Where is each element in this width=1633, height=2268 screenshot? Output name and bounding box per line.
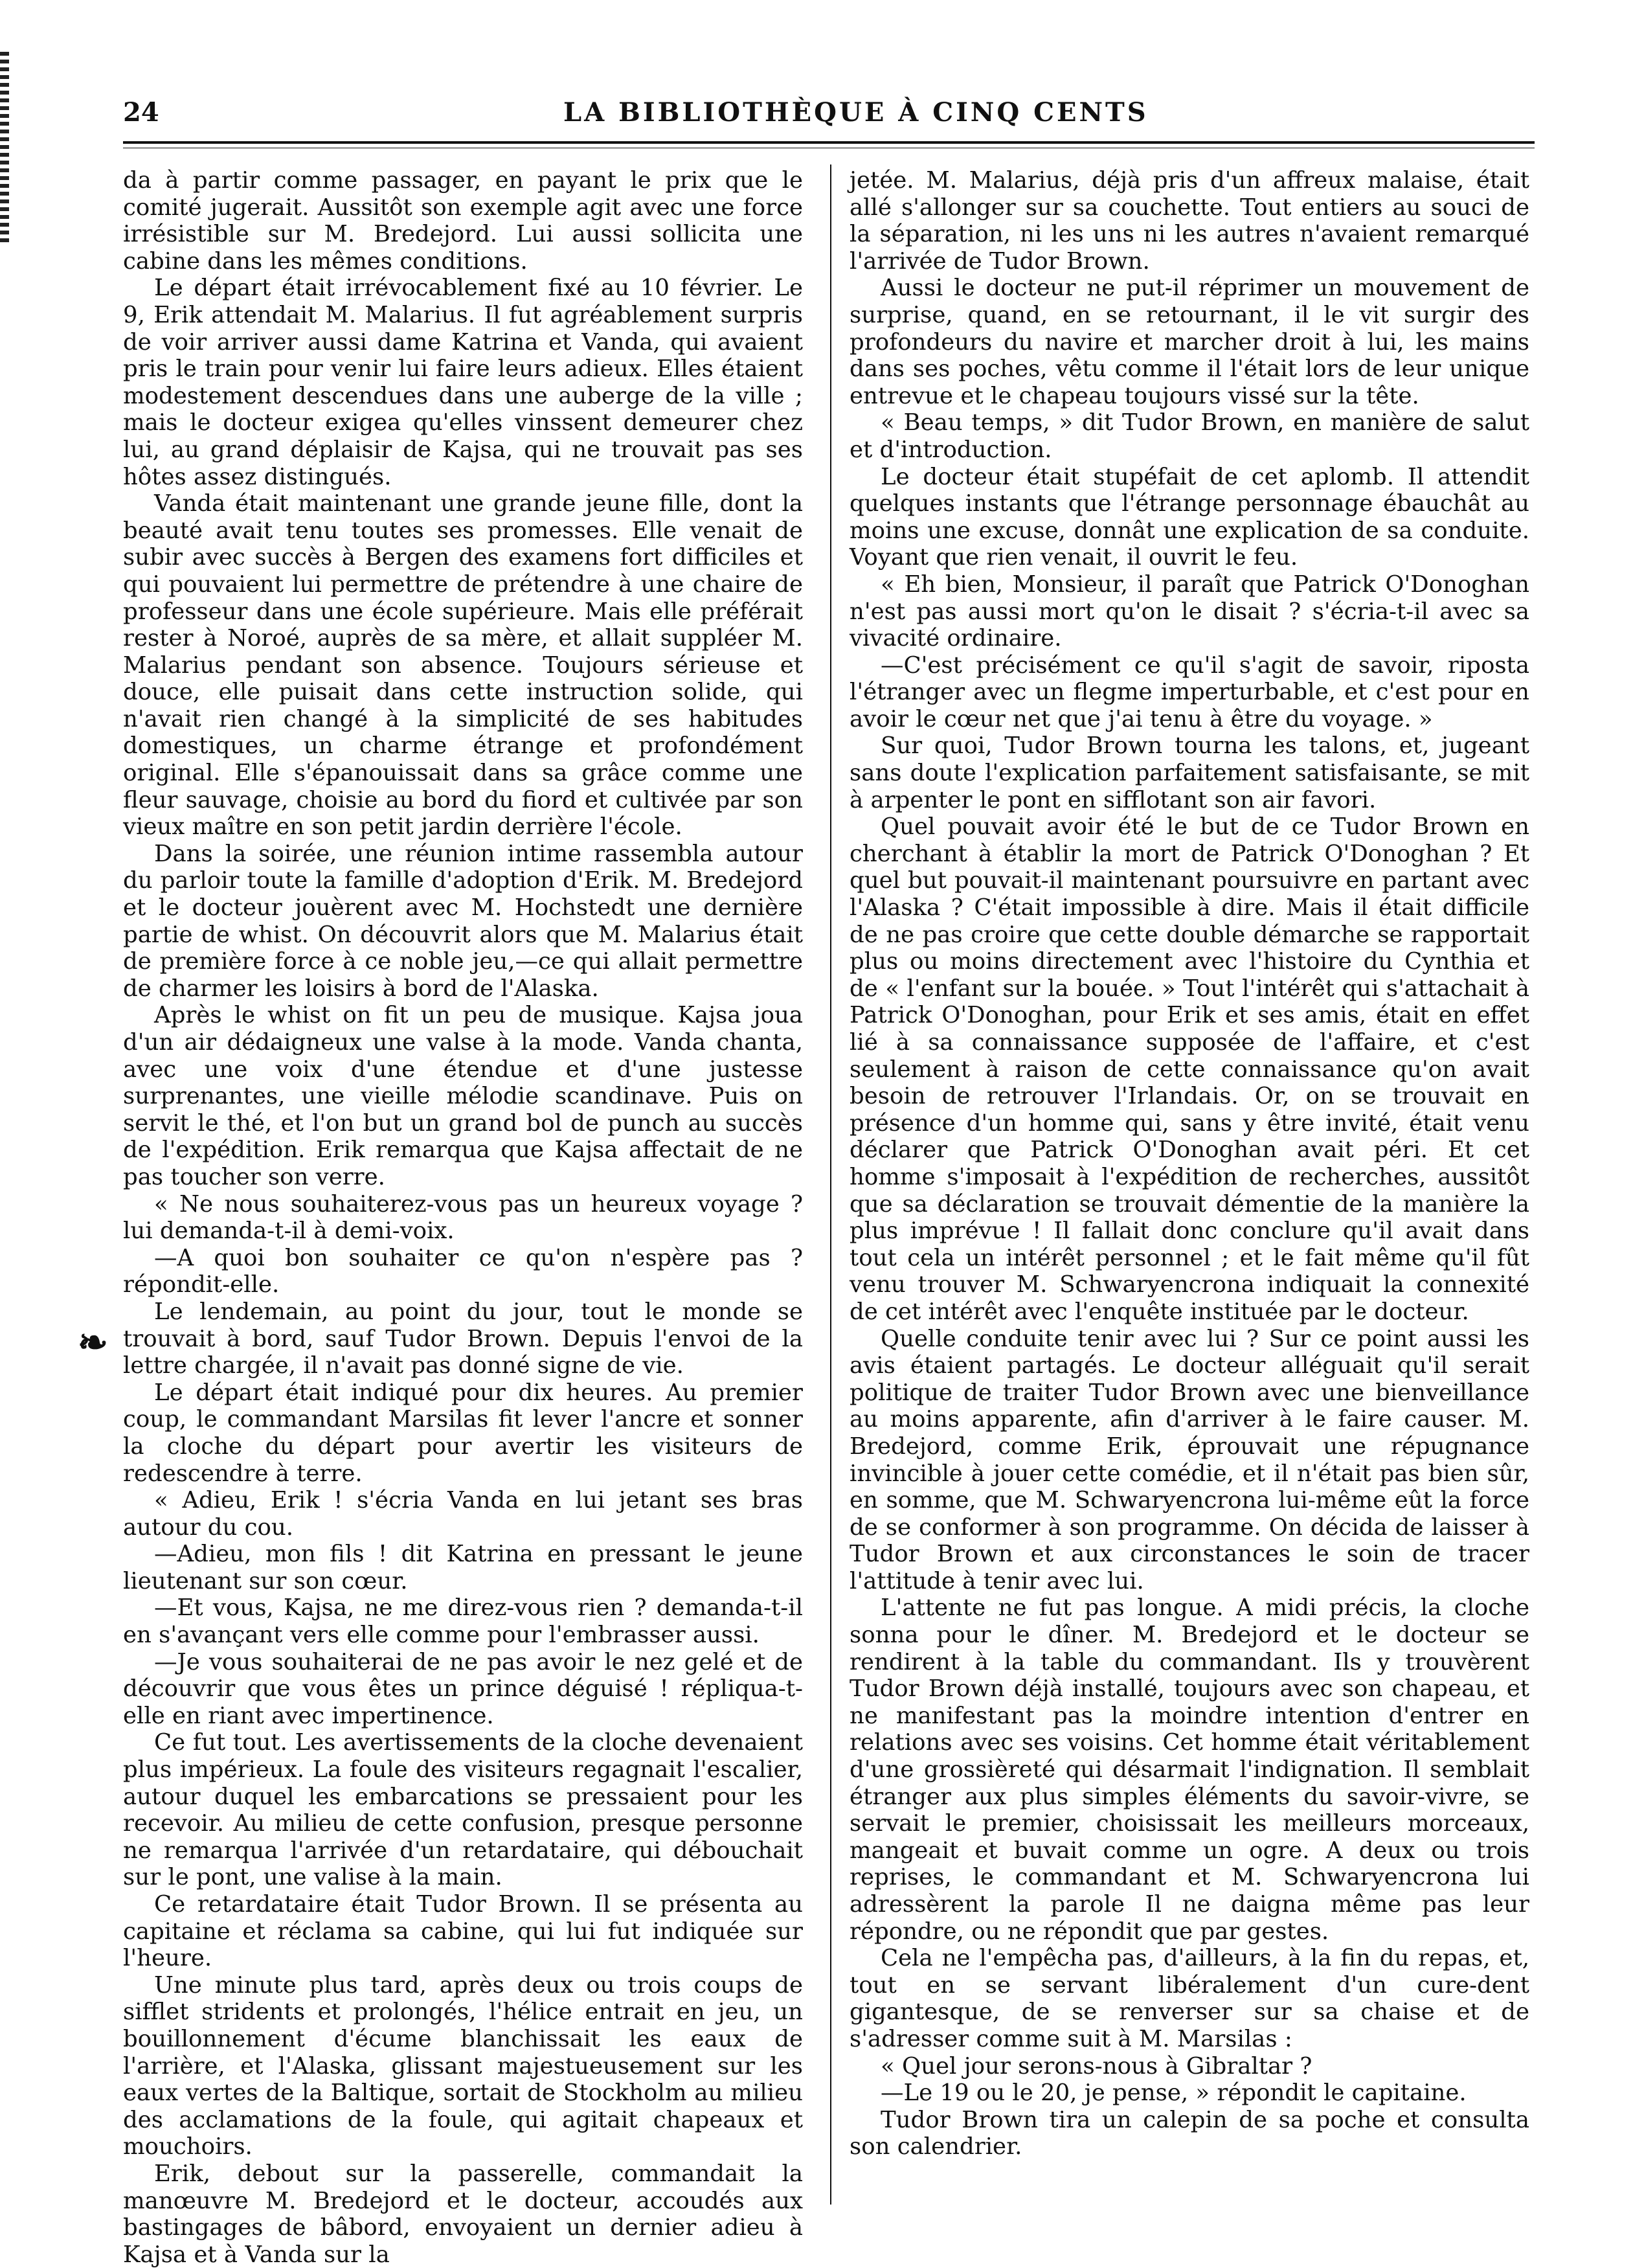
paragraph: —Le 19 ou le 20, je pense, » répondit le capitaine.: [881, 2080, 1467, 2107]
margin-ink-mark: ❧: [78, 1321, 108, 1364]
left-column: [123, 167, 803, 2268]
paragraph: Le docteur était stupéfait de cet aplomb. Il attendit quelques instants que l'étrange personnage ébauchât au moins une excuse, donnât une explication de sa conduite. Voyant que rien venait, il ouvrit le feu.: [850, 463, 1529, 571]
paragraph: Une minute plus tard, après deux ou trois coups de sifflet stridents et prolongés, l'hélice entrait en jeu, un bouillonnement d'écume blanchissait les eaux de l'arrière, et l'Alaska, glissant majestueusement sur les eaux vertes de la Baltique, sortait de Stockholm au milieu des acclamations de la foule, qui agitait chapeaux et mouchoirs.: [123, 1971, 803, 2160]
paragraph: —Je vous souhaiterai de ne pas avoir le nez gelé et de découvrir que vous êtes un prince déguisé ! répliqua-t-elle en riant avec impertinence.: [123, 1648, 803, 1729]
paragraph: Sur quoi, Tudor Brown tourna les talons, et, jugeant sans doute l'explication parfaitement satisfaisante, se mit à arpenter le pont en sifflotant son air favori.: [850, 732, 1529, 813]
paragraph: Erik, debout sur la passerelle, commandait la manœuvre M. Bredejord et le docteur, accoudés aux bastingages de bâbord, envoyaient un dernier adieu à Kajsa et à Vanda sur la: [123, 2160, 803, 2268]
paragraph: Quel pouvait avoir été le but de ce Tudor Brown en cherchant à établir la mort de Patrick O'Donoghan ? Et quel but pouvait-il maintenant poursuivre en partant avec l'Alaska ? C'était impossible à dire. Mais il était difficile de ne pas croire que cette double démarche se rapportait plus ou moins directement avec l'histoire du Cynthia et de « l'enfant sur la bouée. » Tout l'intérêt qui s'attachait à Patrick O'Donoghan, pour Erik et ses amis, était en effet lié à sa connaissance supposée de l'affaire, et c'est seulement à raison de cette connaissance qu'on avait besoin de retrouver l'Irlandais. Or, on se trouvait en présence d'un homme qui, sans y être invité, était venu déclarer que Patrick O'Donoghan avait péri. Et cet homme s'imposait à l'expédition de recherches, aussitôt que sa déclaration se trouvait démentie de la manière la plus imprévue ! Il fallait donc conclure qu'il avait dans tout cela un intérêt personnel ; et le fait même qu'il fût venu trouver M. Schwaryencrona indiquait la connexité de cet intérêt avec l'enquête instituée par le docteur.: [850, 813, 1529, 1325]
paragraph: Ce retardataire était Tudor Brown. Il se présenta au capitaine et réclama sa cabine, qui lui fut indiquée sur l'heure.: [123, 1891, 803, 1972]
paragraph: L'attente ne fut pas longue. A midi précis, la cloche sonna pour le dîner. M. Bredejord et le docteur se rendirent à la table du commandant. Ils y trouvèrent Tudor Brown déjà installé, toujours avec son chapeau, et ne manifestant pas la moindre intention d'entrer en relations avec ses voisins. Cet homme était véritablement d'une grossièreté qui désarmait l'indignation. Il semblait étranger aux plus simples éléments du savoir-vivre, se servait le premier, choisissait les meilleurs morceaux, mangeait et buvait comme un ogre. A deux ou trois reprises, le commandant et M. Schwaryencrona lui adressèrent la parole Il ne daigna même pas leur répondre, ou ne répondit que par gestes.: [850, 1594, 1529, 1945]
paragraph: « Adieu, Erik ! s'écria Vanda en lui jetant ses bras autour du cou.: [123, 1487, 803, 1541]
paragraph: Cela ne l'empêcha pas, d'ailleurs, à la fin du repas, et, tout en se servant libéralement d'un cure-dent gigantesque, de se renverser sur sa chaise et de s'adresser comme suit à M. Marsilas :: [850, 1945, 1529, 2052]
paragraph: —Et vous, Kajsa, ne me direz-vous rien ? demanda-t-il en s'avançant vers elle comme pour l'embrasser aussi.: [123, 1594, 803, 1649]
paragraph: Ce fut tout. Les avertissements de la cloche devenaient plus impérieux. La foule des visiteurs regagnait l'escalier, autour duquel les embarcations se pressaient pour les recevoir. Au milieu de cette confusion, presque personne ne remarqua l'arrivée d'un retardataire, qui débouchait sur le pont, une valise à la main.: [123, 1729, 803, 1891]
paragraph: Vanda était maintenant une grande jeune fille, dont la beauté avait tenu toutes ses promesses. Elle venait de subir avec succès à Bergen des examens fort difficiles et qui pouvaient lui permettre de prétendre à une chaire de professeur dans une école supérieure. Mais elle préférait rester à Noroé, auprès de sa mère, et allait suppléer M. Malarius pendant son absence. Toujours sérieuse et douce, elle puisait dans cette instruction solide, qui n'avait rien changé à la simplicité de ses habitudes domestiques, un charme étrange et profondément original. Elle s'épanouissait dans sa grâce comme une fleur sauvage, choisie au bord du fiord et cultivée par son vieux maître en son petit jardin derrière l'école.: [123, 490, 803, 841]
paragraph: —C'est précisément ce qu'il s'agit de savoir, riposta l'étranger avec un flegme imperturbable, et c'est pour en avoir le cœur net que j'ai tenu à être du voyage. »: [850, 652, 1529, 732]
header-rule: [123, 141, 1535, 144]
paragraph: « Quel jour serons-nous à Gibraltar ?: [881, 2052, 1312, 2080]
paragraph: —A quoi bon souhaiter ce qu'on n'espère pas ? répondit-elle.: [123, 1244, 803, 1298]
column-divider: [830, 164, 831, 2205]
paragraph: Le lendemain, au point du jour, tout le monde se trouvait à bord, sauf Tudor Brown. Depuis l'envoi de la lettre chargée, il n'avait pas donné signe de vie.: [123, 1298, 803, 1379]
paragraph: « Beau temps, » dit Tudor Brown, en manière de salut et d'introduction.: [850, 409, 1529, 463]
paragraph: Dans la soirée, une réunion intime rassembla autour du parloir toute la famille d'adoption d'Erik. M. Bredejord et le docteur jouèrent avec M. Hochstedt une dernière partie de whist. On découvrit alors que M. Malarius était de première force à ce noble jeu,—ce qui allait permettre de charmer les loisirs à bord de l'Alaska.: [123, 840, 803, 1002]
page-number: 24: [123, 97, 159, 128]
paragraph: Aussi le docteur ne put-il réprimer un mouvement de surprise, quand, en se retournant, il le vit surgir des profondeurs du navire et marcher droit à lui, les mains dans ses poches, vêtu comme il l'était lors de leur unique entrevue et le chapeau toujours vissé sur la tête.: [850, 275, 1529, 409]
paragraph: « Eh bien, Monsieur, il paraît que Patrick O'Donoghan n'est pas aussi mort qu'on le disait ? s'écria-t-il avec sa vivacité ordinaire.: [850, 571, 1529, 652]
page-header: [123, 97, 1535, 133]
paragraph: —Adieu, mon fils ! dit Katrina en pressant le jeune lieutenant sur son cœur.: [123, 1541, 803, 1594]
paragraph: da à partir comme passager, en payant le prix que le comité jugerait. Aussitôt son exemple agit avec une force irrésistible sur M. Bredejord. Lui aussi sollicita une cabine dans les mêmes conditions.: [123, 167, 803, 275]
right-column: [850, 167, 1529, 2160]
paragraph: Après le whist on fit un peu de musique. Kajsa joua d'un air dédaigneux une valse à la mode. Vanda chanta, avec une voix d'une étendue et d'une justesse surprenantes, une vieille mélodie scandinave. Puis on servit le thé, et l'on but un grand bol de punch au succès de l'expédition. Erik remarqua que Kajsa affectait de ne pas toucher son verre.: [123, 1002, 803, 1190]
paragraph: Tudor Brown tira un calepin de sa poche et consulta son calendrier.: [850, 2106, 1529, 2160]
paragraph: Le départ était indiqué pour dix heures. Au premier coup, le commandant Marsilas fit lever l'ancre et sonner la cloche du départ pour avertir les visiteurs de redescendre à terre.: [123, 1379, 803, 1487]
paragraph: « Ne nous souhaiterez-vous pas un heureux voyage ? lui demanda-t-il à demi-voix.: [123, 1190, 803, 1245]
running-title: LA BIBLIOTHÈQUE À CINQ CENTS: [563, 97, 1149, 128]
paragraph: Quelle conduite tenir avec lui ? Sur ce point aussi les avis étaient partagés. Le docteur alléguait qu'il serait politique de traiter Tudor Brown avec une bienveillance au moins apparente, afin d'arriver à le faire causer. M. Bredejord, comme Erik, éprouvait une répugnance invincible à jouer cette comédie, et il n'était pas bien sûr, en somme, que M. Schwaryencrona lui-même eût la force de se conformer à son programme. On décida de laisser à Tudor Brown et aux circonstances le soin de tracer l'attitude à tenir avec lui.: [850, 1325, 1529, 1594]
paragraph: Le départ était irrévocablement fixé au 10 février. Le 9, Erik attendait M. Malarius. Il fut agréablement surpris de voir arriver aussi dame Katrina et Vanda, qui avaient pris le train pour venir lui faire leurs adieux. Elles étaient modestement descendues dans une auberge de la ville ; mais le docteur exigea qu'elles vinssent demeurer chez lui, au grand déplaisir de Kajsa, qui ne trouvait pas ses hôtes assez distingués.: [123, 275, 803, 490]
paragraph: jetée. M. Malarius, déjà pris d'un affreux malaise, était allé s'allonger sur sa couchette. Tout entiers au souci de la séparation, ni les uns ni les autres n'avaient remarqué l'arrivée de Tudor Brown.: [850, 167, 1529, 275]
scan-edge-mark: [0, 52, 9, 246]
